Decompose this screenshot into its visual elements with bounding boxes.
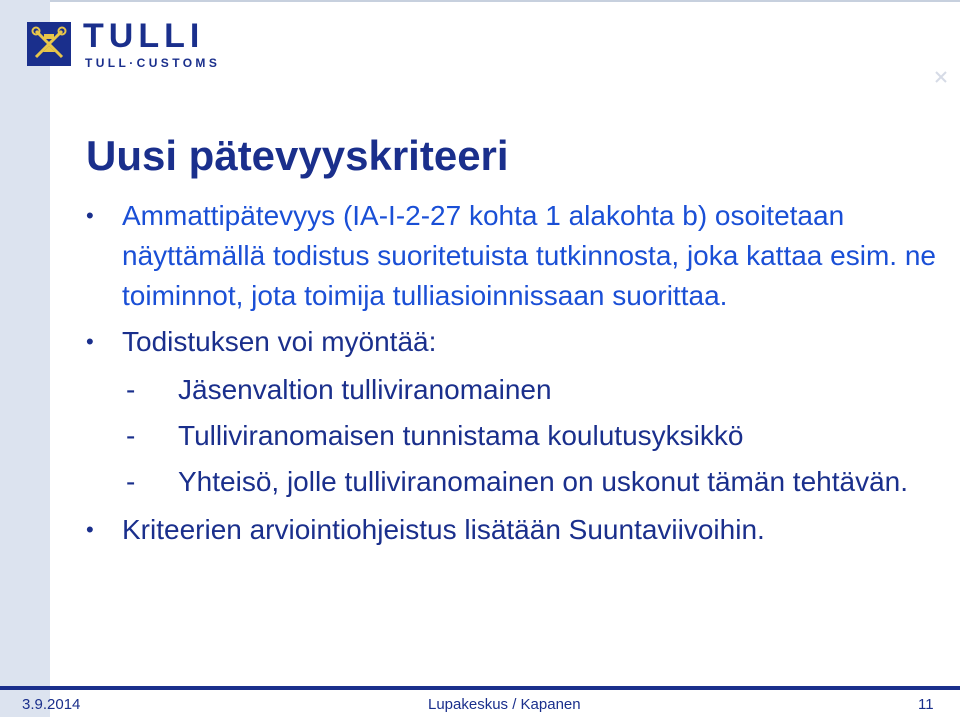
footer-page-number: 11	[918, 696, 934, 713]
close-icon[interactable]	[934, 70, 948, 84]
sub-item	[86, 370, 936, 410]
dash-marker: -	[126, 420, 136, 451]
sub-item-text: Yhteisö, jolle tulliviranomainen on uskonut tämän tehtävän.	[178, 466, 908, 497]
bullet-text: Kriteerien arviointiohjeistus lisätään Suuntaviivoihin.	[122, 514, 765, 545]
sub-item	[86, 416, 936, 456]
dash-marker: -	[126, 466, 136, 497]
logo-subtitle: TULL·CUSTOMS	[85, 56, 221, 70]
footer-author: Lupakeskus / Kapanen	[428, 696, 581, 713]
bullet-item	[86, 510, 936, 550]
left-decor-bar	[0, 0, 50, 717]
sub-item	[86, 462, 936, 502]
customs-emblem-icon	[27, 22, 71, 66]
sub-item-text: Jäsenvaltion tulliviranomainen	[178, 374, 552, 405]
bullet-text: Ammattipätevyys (IA-I-2-27 kohta 1 alakohta b) osoitetaan näyttämällä todistus suoritetuista tutkinnosta, joka kattaa esim. ne toiminnot, jota toimija tulliasioinnissaan suorittaa.	[122, 200, 936, 311]
top-divider	[50, 0, 960, 2]
bullet-text: Todistuksen voi myöntää:	[122, 326, 437, 357]
bottom-divider	[0, 686, 960, 690]
footer-date: 3.9.2014	[22, 696, 81, 713]
dash-marker: -	[126, 374, 136, 405]
bullet-item	[86, 322, 936, 362]
sub-item-text: Tulliviranomaisen tunnistama koulutusyksikkö	[178, 420, 744, 451]
slide-content	[86, 196, 936, 550]
logo-title: TULLI	[83, 17, 205, 55]
slide-title: Uusi pätevyyskriteeri	[86, 132, 509, 179]
bullet-item	[86, 196, 936, 316]
